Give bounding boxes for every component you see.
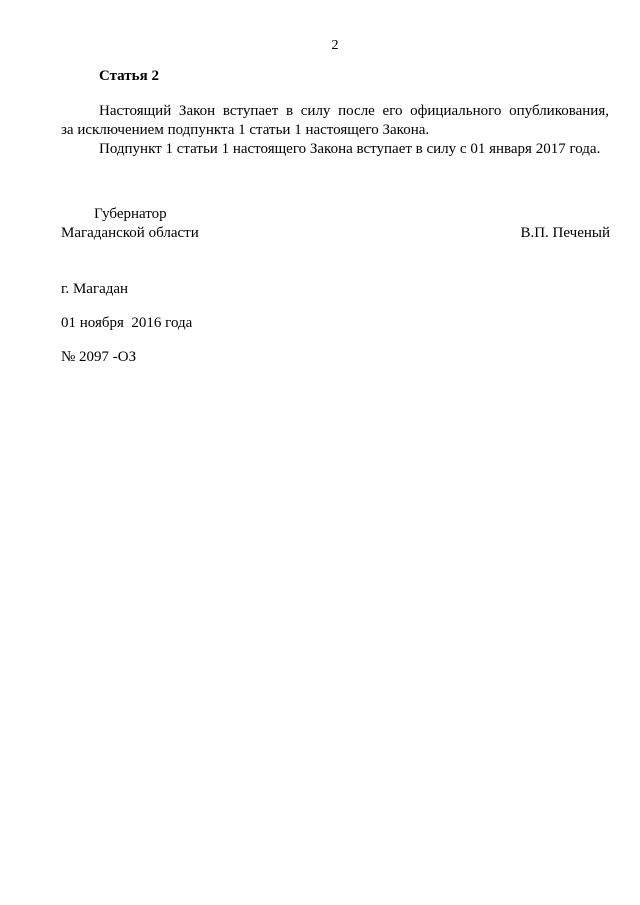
article-title: Статья 2 <box>99 68 159 84</box>
signatory-name: В.П. Печеный <box>520 225 610 241</box>
article-paragraph-2: Подпункт 1 статьи 1 настоящего Закона вступает в силу с 01 января 2017 года. <box>99 141 601 157</box>
law-number: № 2097 -ОЗ <box>61 349 137 365</box>
signing-date: 01 ноября 2016 года <box>61 315 193 331</box>
article-paragraph-1-line-1: Настоящий Закон вступает в силу после его официального опубликования, <box>99 103 609 119</box>
article-paragraph-1 <box>61 102 609 140</box>
signing-place: г. Магадан <box>61 281 129 297</box>
signatory-position-line-1: Губернатор <box>94 206 167 222</box>
page-number: 2 <box>331 38 339 53</box>
signatory-position-line-2: Магаданской области <box>61 225 199 241</box>
article-paragraph-1-line-2: за исключением подпункта 1 статьи 1 настоящего Закона. <box>61 122 430 138</box>
